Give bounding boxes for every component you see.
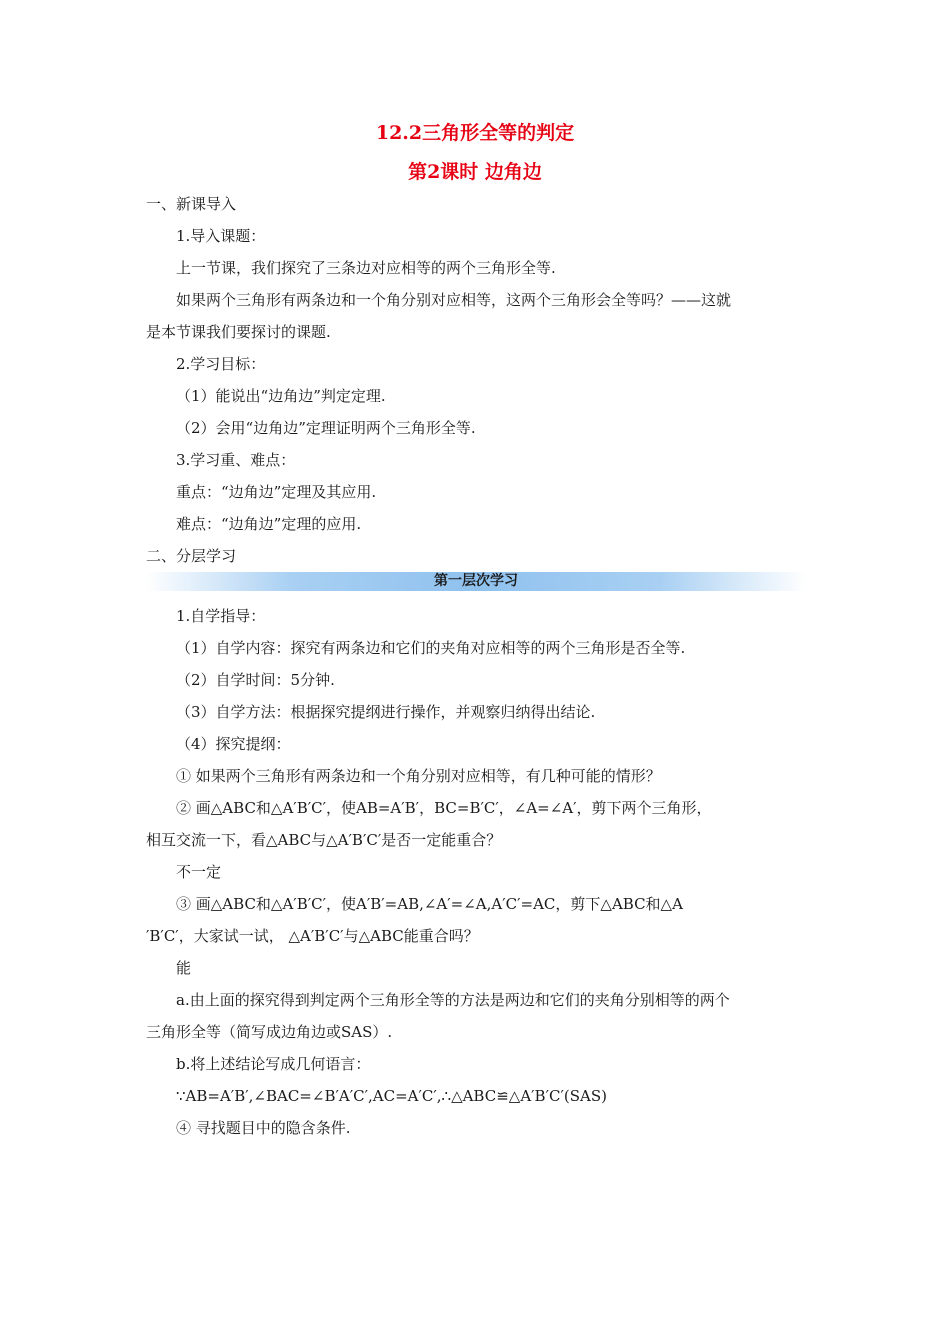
document-title: 12.2三角形全等的判定 xyxy=(375,122,575,144)
section-heading-layered: 二、分层学习 xyxy=(146,547,237,565)
item-label: 1.自学指导： xyxy=(176,607,266,625)
key-point: 重点：“边角边”定理及其应用. xyxy=(176,483,377,501)
paragraph: 如果两个三角形有两条边和一个角分别对应相等，这两个三角形会全等吗？——这就 xyxy=(176,291,732,309)
question: ② 画△ABC和△A′B′C′，使AB=A′B′，BC=B′C′，∠A=∠A′，剪下两个三角形， xyxy=(176,799,712,817)
guide-item: （1）自学内容：探究有两条边和它们的夹角对应相等的两个三角形是否全等. xyxy=(176,639,686,657)
level-banner-label: 第一层次学习 xyxy=(434,573,518,589)
difficult-point: 难点：“边角边”定理的应用. xyxy=(176,515,362,533)
conclusion: b.将上述结论写成几何语言： xyxy=(176,1055,371,1073)
paragraph: 上一节课，我们探究了三条边对应相等的两个三角形全等. xyxy=(176,259,556,277)
level-banner xyxy=(146,572,806,591)
item-label: 3.学习重、难点： xyxy=(176,451,296,469)
conclusion: a.由上面的探究得到判定两个三角形全等的方法是两边和它们的夹角分别相等的两个 xyxy=(176,991,730,1009)
paragraph: 是本节课我们要探讨的课题. xyxy=(146,323,331,341)
conclusion: 三角形全等（简写成边角边或SAS）. xyxy=(146,1023,393,1041)
goal-item: （2）会用“边角边”定理证明两个三角形全等. xyxy=(176,419,476,437)
guide-item: （4）探究提纲： xyxy=(176,735,291,753)
question: ′B′C′，大家试一试， △A′B′C′与△ABC能重合吗？ xyxy=(146,927,479,945)
answer: 能 xyxy=(176,959,192,977)
question: ④ 寻找题目中的隐含条件. xyxy=(176,1119,351,1137)
answer: 不一定 xyxy=(176,863,222,881)
geometry-statement: ∵AB=A′B′,∠BAC=∠B′A′C′,AC=A′C′,∴△ABC≌△A′B′C′(SAS) xyxy=(176,1087,607,1105)
goal-item: （1）能说出“边角边”判定定理. xyxy=(176,387,386,405)
item-label: 2.学习目标： xyxy=(176,355,266,373)
question: 相互交流一下，看△ABC与△A′B′C′是否一定能重合？ xyxy=(146,831,502,849)
question: ① 如果两个三角形有两条边和一个角分别对应相等，有几种可能的情形？ xyxy=(176,767,661,785)
guide-item: （3）自学方法：根据探究提纲进行操作，并观察归纳得出结论. xyxy=(176,703,596,721)
item-label: 1.导入课题： xyxy=(176,227,266,245)
section-heading-intro: 一、新课导入 xyxy=(146,195,237,213)
question: ③ 画△ABC和△A′B′C′，使A′B′=AB,∠A′=∠A,A′C′=AC，剪下△ABC和△A xyxy=(176,895,683,913)
guide-item: （2）自学时间：5分钟. xyxy=(176,671,335,689)
document-subtitle: 第2课时 边角边 xyxy=(408,161,542,183)
